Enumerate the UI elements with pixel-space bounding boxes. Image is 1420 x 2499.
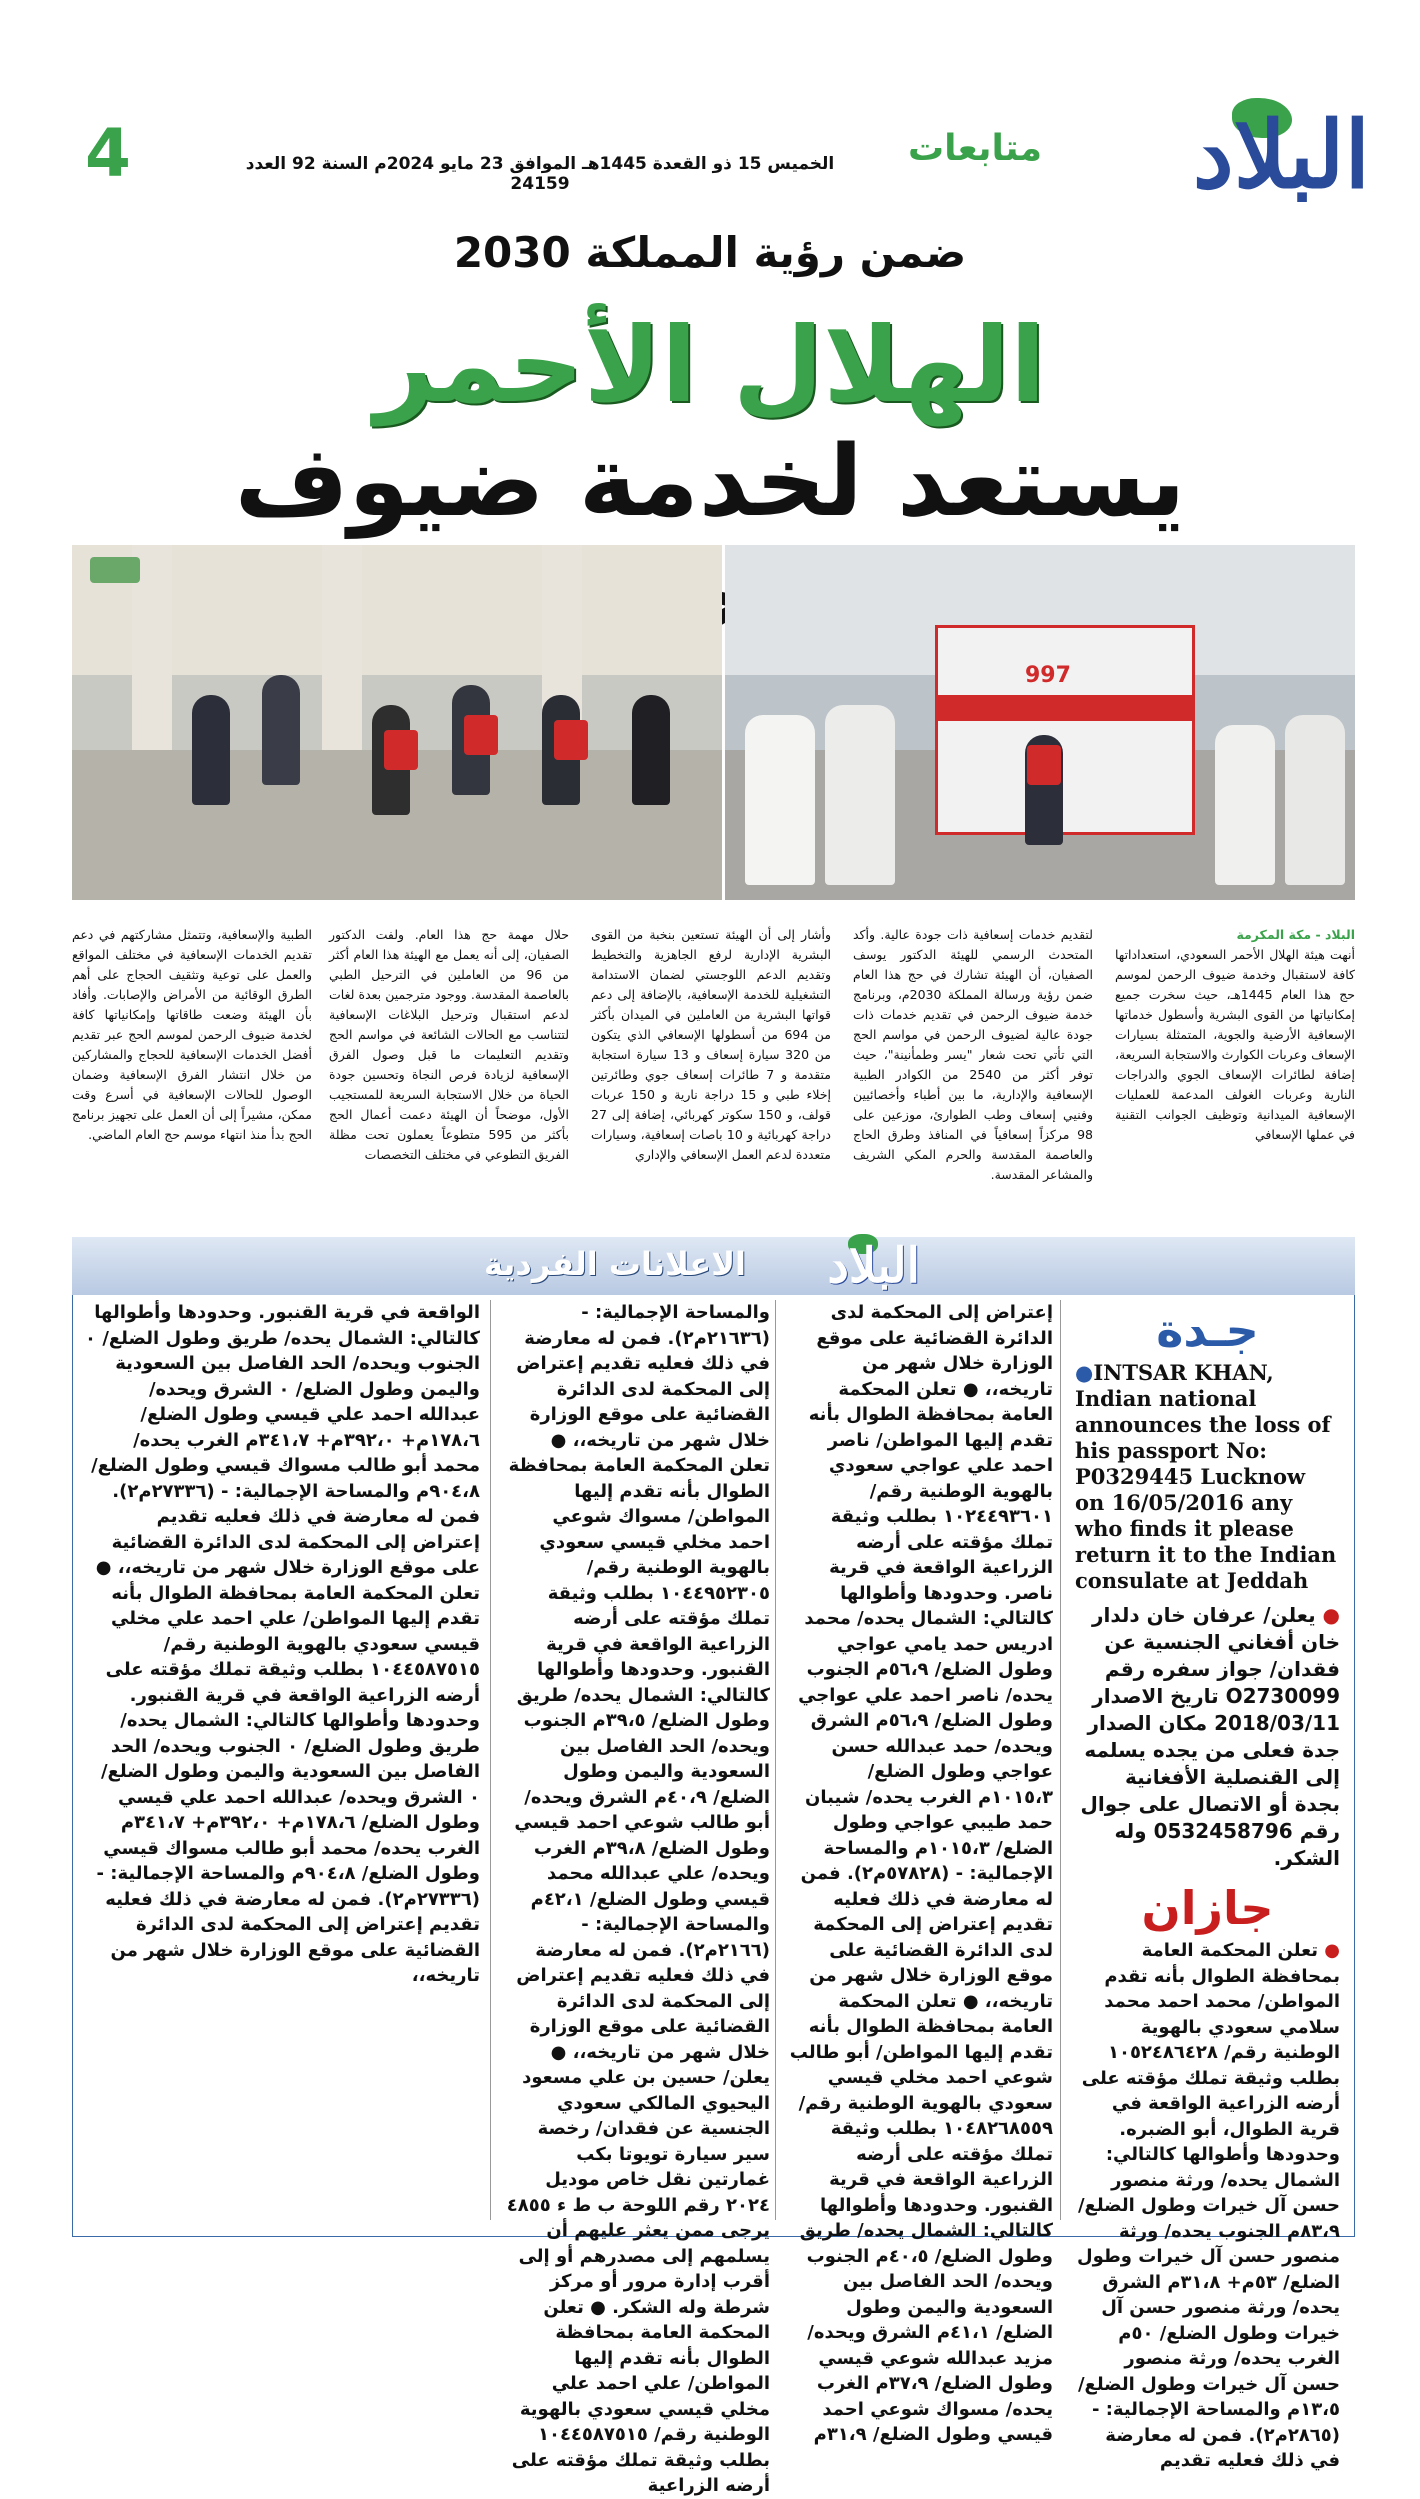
headline-kicker: ضمن رؤية المملكة 2030 <box>453 228 967 277</box>
article-column-1 <box>1115 925 1355 1145</box>
article-body <box>72 925 1355 1215</box>
article-column-5 <box>72 925 312 1145</box>
classified-ad-english: ●INTSAR KHAN, Indian national announces the loss of his passport No: P0329445 Lucknow on 16/05/2016 any who finds it please return it to the Indian consulate at Jeddah <box>1075 1360 1337 1593</box>
city-heading-jeddah: جـدة <box>1156 1303 1259 1357</box>
bullet-icon: ● <box>1075 1360 1094 1385</box>
classified-column-2 <box>788 1300 1053 2448</box>
classified-ad-text: والمساحة الإجمالية: - (٢١٦٣٦م٢). فمن له معارضة في ذلك فعليه تقديم إعتراض إلى المحكمة لدى الدائرة القضائية على موقع الوزارة خلال شهر من تاريخه،، ● تعلن المحكمة العامة بمحافظة الطوال بأنه تقدم إليها المواطن/ مسواك شوعي احمد مخلي قيسي سعودي بالهوية الوطنية رقم/ ١٠٤٤٩٥٢٣٠٥ بطلب وثيقة تملك مؤقته على أرضه الزراعية الواقعة في قرية القنبور. وحدودها وأطوالها كالتالي: الشمال يحده/ طريق وطول الضلع/ ٣٩،٥م الجنوب ويحده/ الحد الفاصل بين السعودية واليمن وطول الضلع/ ٤٠،٩م الشرق ويحده/ أبو طالب شوعي احمد قيسي وطول الضلع/ ٣٩،٨م الغرب ويحده/ علي عبدالله محمد قيسي وطول الضلع/ ٤٢،١م والمساحة الإجمالية: - (٢١٦٦م٢). فمن له معارضة في ذلك فعليه تقديم إعتراض إلى المحكمة لدى الدائرة القضائية على موقع الوزارة خلال شهر من تاريخه،، ● يعلن/ حسين بن علي مسعود اليحيوي المالكي سعودي الجنسية عن فقدان/ رخصة سير سيارة تويوتا بكب غمارتين نقل خاص موديل ٢٠٢٤ رقم اللوحة ب ط ء ٤٨٥٥ يرجى ممن يعثر عليهم أن يسلمهم إلى مصدرهم أو إلى أقرب إدارة مرور أو مركز شرطة وله الشكر. ● تعلن المحكمة العامة بمحافظة الطوال بأنه تقدم إليها المواطن/ علي احمد علي مخلي قيسي سعودي بالهوية الوطنية رقم/ ١٠٤٤٥٨٧٥١٥ بطلب وثيقة تملك مؤقته على أرضه الزراعية <box>506 1302 770 2496</box>
article-text: أنهت هيئة الهلال الأحمر السعودي، استعداداتها كافة لاستقبال وخدمة ضيوف الرحمن لموسم حج هذا العام 1445هـ، حيث سخرت جميع إمكانياتها من القوى البشرية وأسطول خدماتها الإسعافية الأرضية والجوية، المتمثلة بسيارات الإسعاف وعربات الكوارث والاستجابة السريعة، إضافة لطائرات الإسعاف الجوي والدراجات النارية وعربات الغولف المدعمة للعمليات الإسعافية الميدانية وتوظيف الجوانب التقنية في عملها الإسعافي <box>1115 947 1355 1142</box>
photo-ambulance-pilgrims <box>725 545 1355 900</box>
article-text: الطبية والإسعافية، وتتمثل مشاركتهم في دعم تقديم الخدمات الإسعافية في مختلف المواقع والعمل على توعية وتثقيف الحجاج على أهم الطرق الوقائية من الأمراض والإصابات. وأفاد بأن الهيئة وضعت طاقاتها وإمكانياتها كافة لخدمة ضيوف الرحمن لموسم الحج عبر تقديم أفضل الخدمات الإسعافية للحجاج والمشاركين من خلال انتشار الفرق الإسعافية وضمان الوصول للحالات الإسعافية في أسرع وقت ممكن، مشيراً إلى أن العمل على تجهيز برنامج الحج بدأ منذ انتهاء موسم حج العام الماضي. <box>72 927 312 1142</box>
article-column-3 <box>591 925 831 1165</box>
classified-column-4 <box>85 1300 480 1989</box>
headline-main: الهلال الأحمر <box>374 304 1046 426</box>
classified-ad-court-notice: ● تعلن المحكمة العامة بمحافظة الطوال بأنه تقدم المواطن/ محمد احمد محمد سلامي سعودي بالهوية الوطنية رقم/ ١٠٥٢٤٨٦٤٢٨ بطلب وثيقة تملك مؤقته على أرضه الزراعية الواقعة في قرية الطوال، أبو الضبره. وحدودها وأطوالها كالتالي: الشمال يحده/ ورثة منصور حسن آل خيرات وطول الضلع/ ٨٣،٩م الجنوب يحده/ ورثة منصور حسن آل خيرات وطول الضلع/ ٥٣م+ ٣١،٨م الشرق يحده/ ورثة منصور حسن آل خيرات وطول الضلع/ ٥٠م الغرب يحده/ ورثة منصور حسن آل خيرات وطول الضلع/ ١٣،٥م والمساحة الإجمالية: - (٢٨٦٥م٢). فمن له معارضة في ذلك فعليه تقديم <box>1076 1940 1340 2471</box>
photo-medics-treating-patients <box>72 545 722 900</box>
classifieds-title: الاعلانات الفردية <box>483 1245 747 1283</box>
bullet-icon: ● <box>1318 1940 1340 1961</box>
newspaper-logo[interactable] <box>1145 101 1370 209</box>
classifieds-logo-text: البلاد <box>827 1238 920 1294</box>
agency-emblem <box>90 557 140 583</box>
section-label: متابعات <box>907 128 1043 169</box>
ambulance <box>935 625 1195 835</box>
classified-ad-text: إعتراض إلى المحكمة لدى الدائرة القضائية على موقع الوزارة خلال شهر من تاريخه،، ● تعلن المحكمة العامة بمحافظة الطوال بأنه تقدم إليها المواطن/ ناصر احمد علي عواجي سعودي بالهوية الوطنية رقم/ ١٠٢٤٤٩٣٦٠١ بطلب وثيقة تملك مؤقته على أرضه الزراعية الواقعة في قرية ناصر. وحدودها وأطوالها كالتالي: الشمال يحده/ محمد ادريس حمد يامي عواجي وطول الضلع/ ٥٦،٩م الجنوب يحده/ ناصر احمد علي عواجي وطول الضلع/ ٥٦،٩م الشرق ويحده/ حمد عبدالله حسن عواجي وطول الضلع/ ١٠١٥،٣م الغرب يحده/ شيبان حمد طيبي عواجي وطول الضلع/ ١٠١٥،٣م والمساحة الإجمالية: - (٥٧٨٢٨م٢). فمن له معارضة في ذلك فعليه تقديم إعتراض إلى المحكمة لدى الدائرة القضائية على موقع الوزارة خلال شهر من تاريخه،، ● تعلن المحكمة العامة بمحافظة الطوال بأنه تقدم إليها المواطن/ أبو طالب شوعي احمد مخلي قيسي سعودي بالهوية الوطنية رقم/ ١٠٤٨٢٦٨٥٥٩ بطلب وثيقة تملك مؤقته على أرضه الزراعية الواقعة في قرية القنبور. وحدودها وأطوالها كالتالي: الشمال يحده/ طريق وطول الضلع/ ٤٠،٥م الجنوب ويحده/ الحد الفاصل بين السعودية واليمن وطول الضلع/ ٤١،١م الشرق ويحده/ مزيد عبدالله شوعي قيسي وطول الضلع/ ٣٧،٩م الغرب يحده/ مسواك شوعي احمد قيسي وطول الضلع/ ٣١،٩م <box>789 1302 1053 2445</box>
city-heading-jazan: جازان <box>1141 1881 1274 1935</box>
article-text: لتقديم خدمات إسعافية ذات جودة عالية. وأكد المتحدث الرسمي للهيئة الدكتور يوسف الصفيان، أن الهيئة تشارك في حج هذا العام ضمن رؤية ورسالة المملكة 2030م، وبرنامج خدمة ضيوف الرحمن في تقديم خدمات ذات جودة عالية لضيوف الرحمن في مواسم الحج التي تأتي تحت شعار "يسر وطمأنينة"، حيث توفر أكثر من 2540 من الكوادر الطبية الإسعافية والإدارية، ما بين أطباء وأخصائيين وفنيي إسعاف وطب الطوارئ، موزعين على 98 مركزاً إسعافياً في المنافذ وطرق الحاج والعاصمة المقدسة والحرم المكي الشريف والمشاعر المقدسة. <box>853 927 1093 1182</box>
bullet-icon: ● <box>1315 1603 1340 1627</box>
article-column-2 <box>853 925 1093 1185</box>
ambulance-number: 997 <box>1025 663 1071 688</box>
article-column-4 <box>329 925 569 1165</box>
article-text: وأشار إلى أن الهيئة تستعين بنخبة من القوى البشرية الإدارية لرفع الجاهزية والتخطيط وتقديم الدعم اللوجستي لضمان الاستدامة التشغيلية للخدمة الإسعافية، بالإضافة إلى دعم قواتها البشرية من العاملين في الميدان بأكثر من 694 من أسطولها الإسعافي الذي يتكون من 320 سيارة إسعاف و 13 سيارة استجابة متقدمة و 7 طائرات إسعاف جوي وطائرتين إخلاء طبي و 15 دراجة نارية و 150 عربات قولف، و 150 سكوتر كهربائي، إضافة إلى 27 دراجة كهربائية و 10 باصات إسعافية، وسيارات متعددة لدعم العمل الإسعافي والإداري <box>591 927 832 1162</box>
classified-ad-lost-passport: ● يعلن/ عرفان خان دلدار خان أفغاني الجنسية عن فقدان/ جواز سفره رقم O2730099 تاريخ الاصدار 2018/03/11 مكان الصدار جدة فعلى من يجده يسلمه إلى القنصلية الأفغانية بجدة أو الاتصال على جوال رقم 0532458796 وله الشكر. <box>1080 1603 1340 1870</box>
article-text: حلال مهمة حج هذا العام. ولفت الدكتور الصفيان، إلى أنه يعمل مع الهيئة هذا العام أكثر من 96 من العاملين في الترحيل الطبي بالعاصمة المقدسة. ووجود مترجمين بعدة لغات لدعم استقبال وترحيل البلاغات الإسعافية لتتناسب مع الحالات الشائعة في مواسم الحج وتقديم التعليمات ما قبل وصول الفرق الإسعافية لزيادة فرص النجاة وتحسين جودة الحياة من خلال الاستجابة السريعة للمستجيب الأول، موضحاً أن الهيئة دعمت أعمال الحج بأكثر من 595 متطوعاً يعملون تحت مظلة الفريق التطوعي في مختلف التخصصات <box>329 927 569 1162</box>
headline-sub: يستعد لخدمة ضيوف <box>234 425 1186 539</box>
dateline: الخميس 15 ذو القعدة 1445هـ الموافق 23 مايو 2024م السنة 92 العدد 24159 <box>245 154 835 194</box>
masthead <box>0 0 1420 230</box>
page-number: 4 <box>85 115 131 192</box>
classified-column-1 <box>1075 1300 1340 2474</box>
classifieds-logo <box>780 1240 920 1292</box>
byline: البلاد - مكة المكرمة <box>1236 927 1355 942</box>
logo-text: البلاد <box>1192 101 1370 209</box>
classified-column-3 <box>505 1300 770 2499</box>
classified-ad-text: الواقعة في قرية القنبور. وحدودها وأطوالها كالتالي: الشمال يحده/ طريق وطول الضلع/ ٠ الجنوب ويحده/ الحد الفاصل بين السعودية واليمن وطول الضلع/ ٠ الشرق ويحده/ عبدالله احمد علي قيسي وطول الضلع/ ١٧٨،٦م+ ٣٩٢،٠م+ ٣٤١،٧م الغرب يحده/ محمد أبو طالب مسواك قيسي وطول الضلع/ ٩٠٤،٨م والمساحة الإجمالية: - (٢٧٣٣٦م٢). فمن له معارضة في ذلك فعليه تقديم إعتراض إلى المحكمة لدى الدائرة القضائية على موقع الوزارة خلال شهر من تاريخه،، ● تعلن المحكمة العامة بمحافظة الطوال بأنه تقدم إليها المواطن/ علي احمد علي مخلي قيسي سعودي بالهوية الوطنية رقم/ ١٠٤٤٥٨٧٥١٥ بطلب وثيقة تملك مؤقته على أرضه الزراعية الواقعة في قرية القنبور. وحدودها وأطوالها كالتالي: الشمال يحده/ طريق وطول الضلع/ ٠ الجنوب ويحده/ الحد الفاصل بين السعودية واليمن وطول الضلع/ ٠ الشرق ويحده/ عبدالله احمد علي قيسي وطول الضلع/ ١٧٨،٦م+ ٣٩٢،٠م+ ٣٤١،٧م الغرب يحده/ محمد أبو طالب مسواك قيسي وطول الضلع/ ٩٠٤،٨م والمساحة الإجمالية: - (٢٧٣٣٦م٢). فمن له معارضة في ذلك فعليه تقديم إعتراض إلى المحكمة لدى الدائرة القضائية على موقع الوزارة خلال شهر من تاريخه،، <box>85 1302 480 1986</box>
